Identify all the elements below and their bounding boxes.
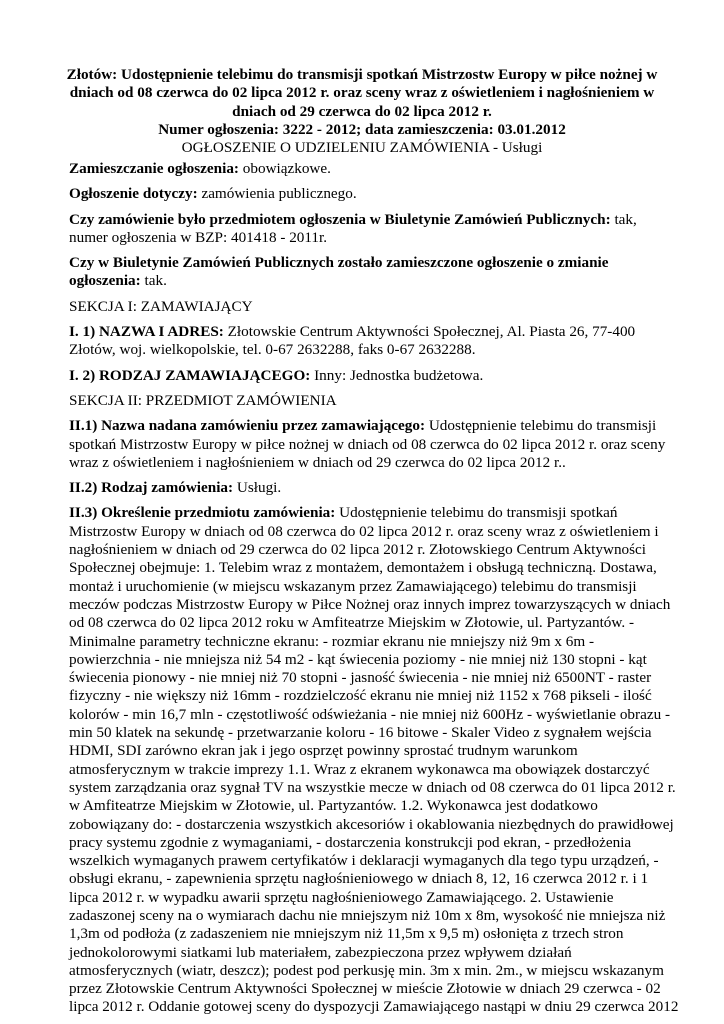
text-line: 1,3m od podłoża (z zadaszeniem nie mniejszym niż 11,5m x 9,5 m) osłonięta z trzech stron <box>69 925 624 943</box>
field-label: II.1) Nazwa nadana zamówieniu przez zamawiającego: <box>69 417 426 435</box>
section-1-nazwa <box>69 323 669 360</box>
text-line: lipca 2012 r. Oddanie gotowej sceny do dyspozycji Zamawiającego nastąpi w dniu 29 czerwca 2012 <box>69 998 679 1016</box>
section-2-nazwa <box>69 417 669 472</box>
field-value: Udostępnienie telebimu do transmisji <box>425 417 657 435</box>
field-value: Złotowskie Centrum Aktywności Społecznej, Al. Piasta 26, 77-400 <box>223 323 636 341</box>
title-line-1: Złotów: Udostępnienie telebimu do transmisji spotkań Mistrzostw Europy w piłce nożnej w <box>66 66 658 83</box>
text-line: obsługi ekranu, - zapewnienia sprzętu nagłośnieniowego w dniach 8, 12, 16 czerwca 2012 r. i 1 <box>69 870 649 888</box>
text-line: zobowiązany do: - dostarczenia wszystkich akcesoriów i okablowania niezbędnych do prawidłowej <box>69 815 674 833</box>
text-line: przez Złotowskie Centrum Aktywności Społecznej w mieście Złotowie w dniach 29 czerwca - 02 <box>69 980 661 998</box>
field-label: I. 2) RODZAJ ZAMAWIAJĄCEGO: <box>69 366 311 384</box>
text-line: spotkań Mistrzostw Europy w piłce nożnej w dniach od 08 czerwca do 02 lipca 2012 r. oraz sceny <box>69 435 666 453</box>
field-value: Usługi. <box>233 479 282 497</box>
field-value-continued: Złotów, woj. wielkopolskie, tel. 0-67 2632288, faks 0-67 2632288. <box>69 341 476 359</box>
text-line: powierzchnia - nie mniejsza niż 54 m2 - kąt świecenia poziomy - nie mniej niż 130 stopni - kąt <box>69 650 647 668</box>
text-line: Mistrzostw Europy w dniach od 08 czerwca do 02 lipca 2012 r. oraz sceny wraz z oświetleniem i <box>69 522 659 540</box>
field-value: Udostępnienie telebimu do transmisji spotkań <box>335 504 618 522</box>
text-line: w Amfiteatrze Miejskim w Złotowie, ul. Partyzantów. 1.2. Wykonawca jest dodatkowo <box>69 797 598 815</box>
text-line: kolorów - min 16,7 mln - częstotliwość odświeżania - nie mniej niż 600Hz - wyświetlanie obrazu - <box>69 705 671 723</box>
text-line: Społecznej obejmuje: 1. Telebim wraz z montażem, demontażem i obsługą techniczną. Dostawa, <box>69 559 657 577</box>
title-line-2: dniach od 08 czerwca do 02 lipca 2012 r. oraz sceny wraz z oświetleniem i nagłośnieniem w <box>69 84 655 102</box>
field-value: zamówienia publicznego. <box>197 185 357 203</box>
field-label: II.3) Określenie przedmiotu zamówienia: <box>69 504 336 522</box>
text-line: lipca 2012 r. w wypadku awarii sprzętu nagłośnieniowego Zamawiającego. 2. Ustawienie <box>69 888 614 906</box>
section-heading-text: SEKCJA I: ZAMAWIAJĄCY <box>69 297 253 315</box>
text-line: zadaszonej sceny na o wymiarach dachu nie mniejszym niż 10m x 8m, wysokość nie mniejsza niż <box>69 906 666 924</box>
text-line: atmosferycznych (wiatr, deszcz); podest pod perkusję min. 3m x min. 2m., w miejscu wskazanym <box>69 961 664 979</box>
text-line: wraz z oświetleniem i nagłośnieniem w dniach od 29 czerwca do 02 lipca 2012 r.. <box>69 453 566 471</box>
field-label: I. 1) NAZWA I ADRES: <box>69 323 224 341</box>
section-1-heading <box>69 298 669 316</box>
field-zamieszczanie <box>69 160 669 178</box>
text-line: montaż i uruchomienie (w miejscu wskazanym przez Zamawiającego) telebimu do transmisji <box>69 577 637 595</box>
field-label-continued: ogłoszenia: <box>69 272 141 290</box>
title-line-3: dniach od 29 czerwca do 02 lipca 2012 r. <box>232 102 492 120</box>
section-2-heading <box>69 392 669 410</box>
document-body <box>69 160 679 1024</box>
announcement-number: Numer ogłoszenia: 3222 - 2012; data zamieszczenia: 03.01.2012 <box>158 120 566 138</box>
field-zmiana <box>69 254 669 291</box>
text-line: system zarządzania oraz sygnał TV na wszystkie mecze w dniach od 08 czerwca do 01 lipca 2012 r. <box>69 778 676 796</box>
field-value-continued: numer ogłoszenia w BZP: 401418 - 2011r. <box>69 228 328 246</box>
field-value: tak, <box>610 210 637 228</box>
field-biuletyn <box>69 211 669 248</box>
text-line: wszelkich wymaganych prawem certyfikatów i deklaracji wymaganych dla tego typu urządzeń, - <box>69 852 659 870</box>
text-line: fizyczny - nie większy niż 16mm - rozdzielczość ekranu nie mniej niż 1152 x 768 pikseli - ilość <box>69 687 652 705</box>
field-label: Zamieszczanie ogłoszenia: <box>69 160 239 177</box>
text-line: HDMI, SDI zarówno ekran jak i jego osprzęt powinny sprostać trudnym warunkom <box>69 742 578 760</box>
text-line: min 50 klatek na sekundę - przetwarzanie koloru - 16 bitowe - Skaler Video z sygnałem wejścia <box>69 724 652 742</box>
section-1-rodzaj <box>69 367 669 385</box>
text-line: pracy systemu zgodnie z wymaganiami, - dostarczenia konstrukcji pod ekran, - przedłożenia <box>69 833 632 851</box>
section-2-rodzaj <box>69 479 669 497</box>
announcement-type: OGŁOSZENIE O UDZIELENIU ZAMÓWIENIA - Usługi <box>181 139 543 157</box>
field-dotyczy <box>69 185 669 203</box>
field-label: Czy zamówienie było przedmiotem ogłoszenia w Biuletynie Zamówień Publicznych: <box>69 210 611 228</box>
document-header <box>64 66 660 157</box>
field-label: Ogłoszenie dotyczy: <box>69 185 198 203</box>
field-value: obowiązkowe. <box>238 160 331 177</box>
text-line: meczów podczas Mistrzostw Europy w Piłce Nożnej oraz innych imprez towarzyszących w dniach <box>69 595 671 613</box>
section-heading-text: SEKCJA II: PRZEDMIOT ZAMÓWIENIA <box>69 391 337 409</box>
field-label: Czy w Biuletynie Zamówień Publicznych zostało zamieszczone ogłoszenie o zmianie <box>69 254 609 272</box>
section-2-okreslenie <box>69 504 679 1016</box>
text-line: jednokolorowymi siatkami lub materiałem, zabezpieczona przez wpływem działań <box>69 943 572 961</box>
field-label: II.2) Rodzaj zamówienia: <box>69 479 234 497</box>
field-value: Inny: Jednostka budżetowa. <box>310 366 484 384</box>
text-line: Minimalne parametry techniczne ekranu: - rozmiar ekranu nie mniejszy niż 9m x 6m - <box>69 632 595 650</box>
field-value: tak. <box>140 272 167 290</box>
text-line: nagłośnieniem w dniach od 29 czerwca do 02 lipca 2012 r. Złotowskiego Centrum Aktywności <box>69 541 647 559</box>
text-line: od 08 czerwca do 02 lipca 2012 roku w Amfiteatrze Miejskim w Złotowie, ul. Partyzantów. - <box>69 614 635 632</box>
text-line: świecenia pionowy - nie mniej niż 70 stopni - jasność świecenia - nie mniej niż 6500NT - raster <box>69 669 652 687</box>
text-line: atmosferycznym w trakcie imprezy 1.1. Wraz z ekranem wykonawca ma obowiązek dostarczyć <box>69 760 650 778</box>
